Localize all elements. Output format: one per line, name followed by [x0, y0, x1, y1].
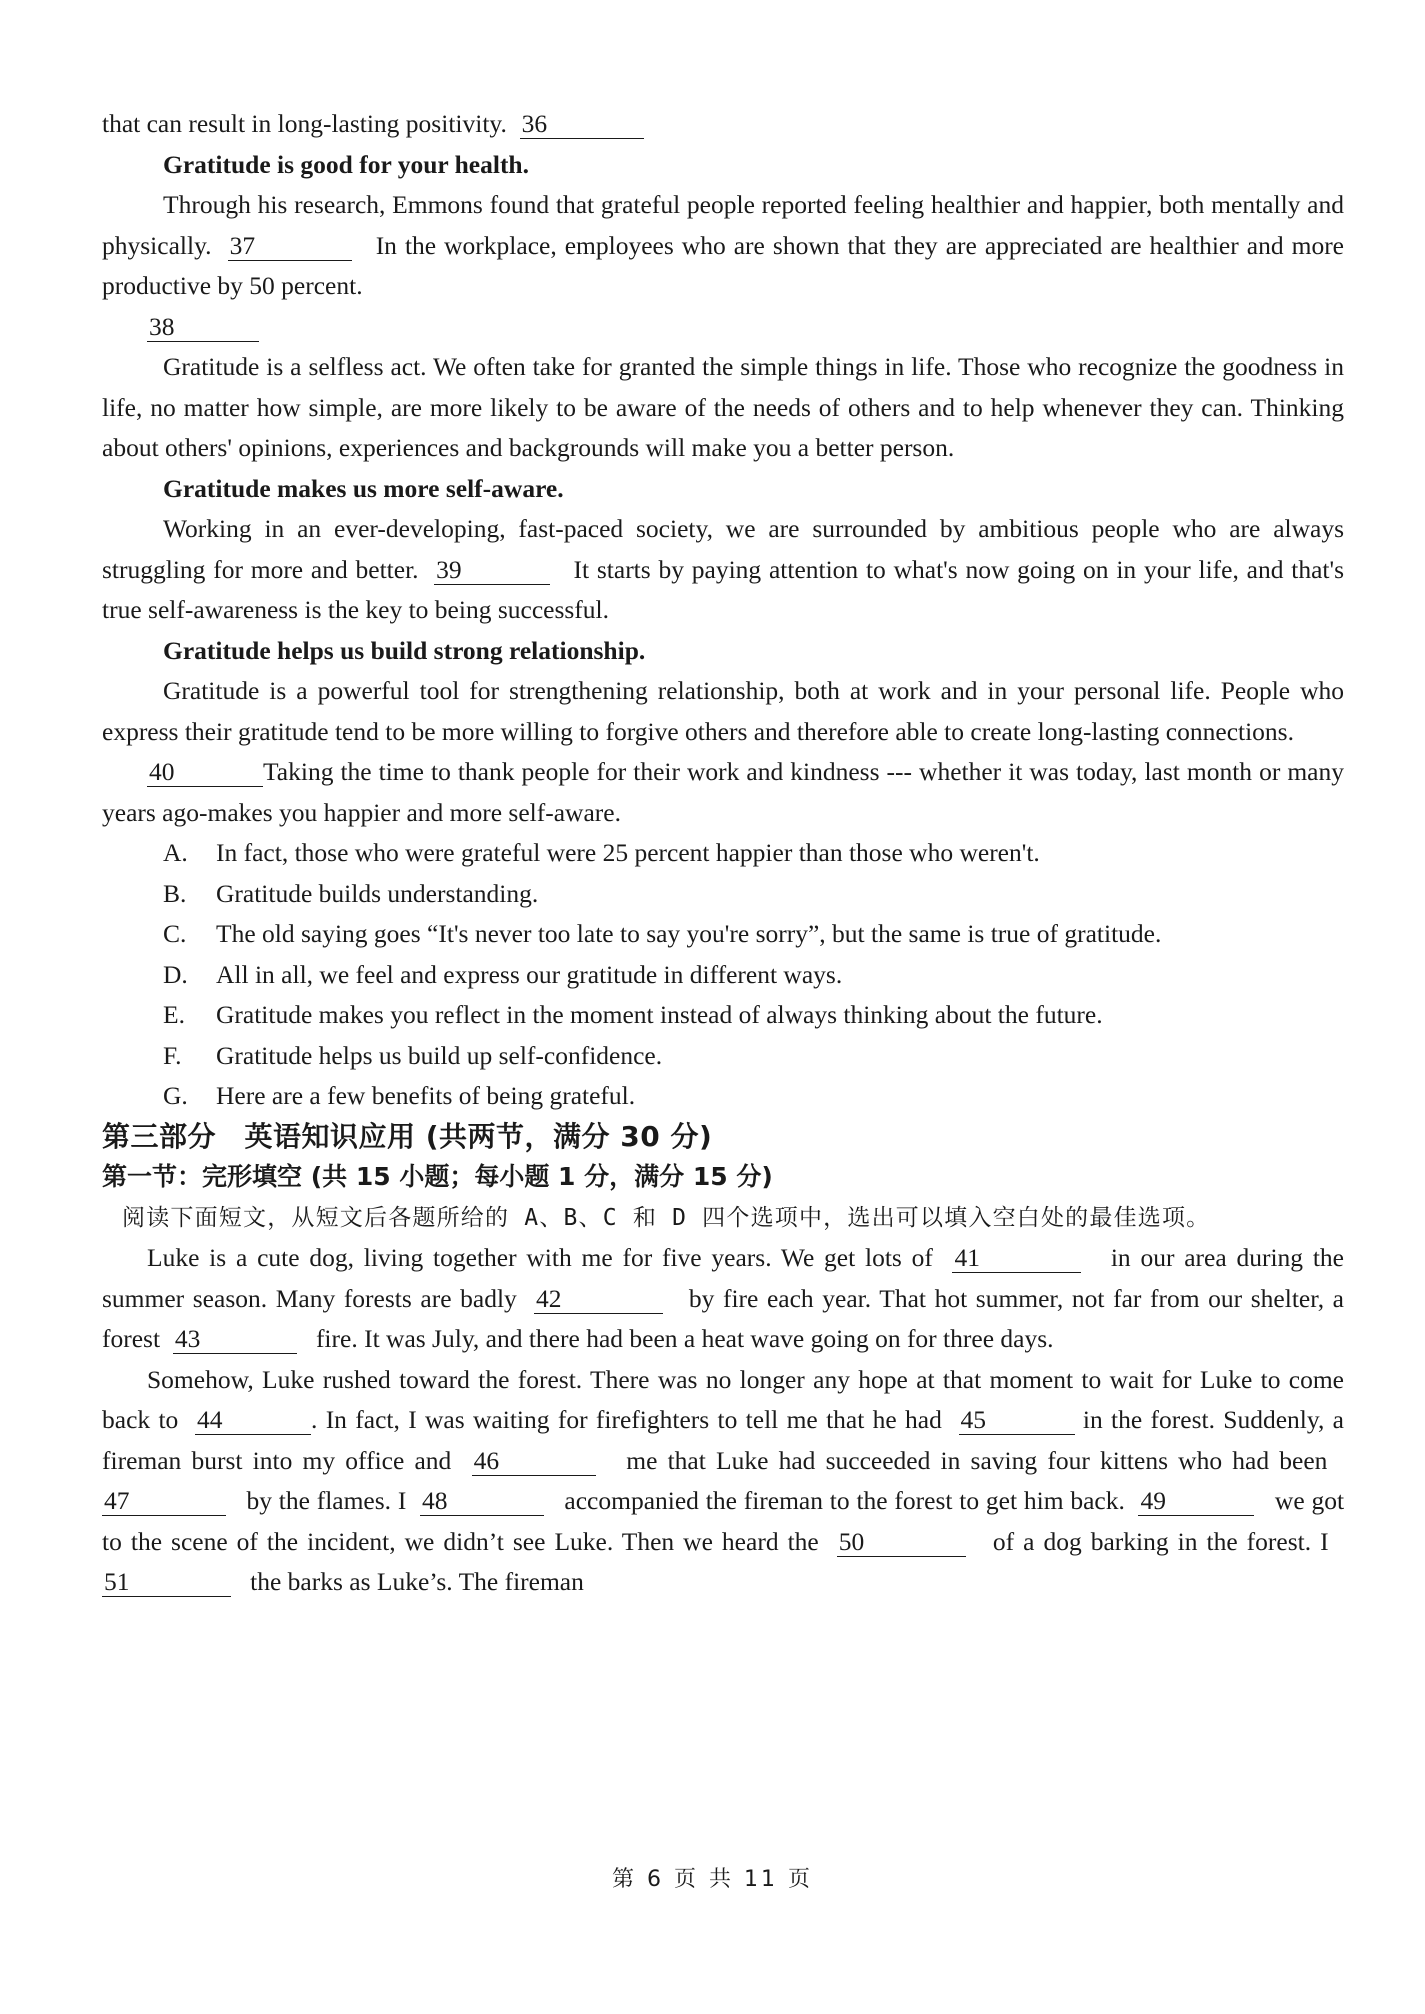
cloze-paragraph-1 — [102, 1238, 1344, 1360]
cloze-paragraph-2 — [102, 1360, 1344, 1603]
cloze-text: Luke is a cute dog, living together with me for five years. We get lots of — [147, 1243, 933, 1272]
section-instruction: 阅读下面短文，从短文后各题所给的 A、B、C 和 D 四个选项中，选出可以填入空白处的最佳选项。 — [122, 1204, 1211, 1231]
paragraph-blank-38 — [102, 307, 1344, 348]
option-f — [102, 1036, 1344, 1077]
option-g — [102, 1076, 1344, 1117]
answer-blank-45: 45 — [959, 1406, 1075, 1435]
heading-relationship: Gratitude helps us build strong relationship. — [163, 635, 646, 665]
option-e — [102, 995, 1344, 1036]
page-footer: 第 6 页 共 11 页 — [612, 1867, 813, 1892]
cloze-text: by the flames. I — [246, 1486, 407, 1515]
option-text: Gratitude makes you reflect in the moment instead of always thinking about the future. — [216, 1000, 1103, 1029]
text-health-2: In the workplace, employees who are shown that they are appreciated are healthier and more productive by 50 percent. — [102, 230, 1345, 300]
heading-health: Gratitude is good for your health. — [163, 149, 529, 179]
paragraph-health — [102, 185, 1344, 307]
answer-blank-48: 48 — [420, 1487, 544, 1516]
answer-blank-44: 44 — [195, 1406, 311, 1435]
paragraph-closing — [102, 752, 1344, 833]
paragraph-intro-tail — [102, 104, 1344, 145]
option-text: All in all, we feel and express our gratitude in different ways. — [216, 959, 843, 989]
option-letter: D. — [163, 959, 188, 989]
answer-blank-51: 51 — [102, 1568, 231, 1597]
cloze-text: in the forest. Suddenly, a fireman burst into my office and — [102, 1405, 1345, 1475]
answer-blank-39: 39 — [434, 556, 550, 585]
cloze-text: me that Luke had succeeded in saving four kittens who had been — [626, 1445, 1328, 1475]
option-c — [102, 914, 1344, 955]
cloze-text: in our area during the summer season. Many forests are badly — [102, 1243, 1344, 1313]
section-title: 第三部分 英语知识应用 (共两节，满分 30 分) — [102, 1119, 713, 1153]
option-letter: A. — [163, 838, 188, 867]
option-text: The old saying goes “It's never too late to say you're sorry”, but the same is true of gratitude. — [216, 919, 1162, 948]
heading-selfaware: Gratitude makes us more self-aware. — [163, 473, 564, 503]
option-d — [102, 955, 1344, 996]
answer-blank-41: 41 — [952, 1244, 1081, 1273]
cloze-text: accompanied the fireman to the forest to get him back. — [564, 1486, 1125, 1515]
paragraph-selfless: Gratitude is a selfless act. We often take for granted the simple things in life. Those who recognize the goodness in life, no matter how simple, are more likely to be aware of the needs of others and to help whenever they can. Thinking about others' opinions, experiences and backgrounds will make you a better person. — [102, 352, 1344, 462]
text-selfaware-2: It starts by paying attention to what's now going on in your life, and that's true self-awareness is the key to being successful. — [102, 554, 1344, 624]
answer-blank-49: 49 — [1138, 1487, 1254, 1516]
option-text: Gratitude builds understanding. — [216, 878, 539, 908]
cloze-text: by fire each year. That hot summer, not far from our shelter, a forest — [102, 1283, 1344, 1353]
option-text: Here are a few benefits of being grateful. — [216, 1081, 636, 1110]
option-letter: E. — [163, 1000, 185, 1029]
page-content — [102, 104, 1344, 1603]
cloze-text: we got to the scene of the incident, we didn’t see Luke. Then we heard the — [102, 1486, 1345, 1556]
paragraph-relationship: Gratitude is a powerful tool for strengthening relationship, both at work and in your personal life. People who express their gratitude tend to be more willing to forgive others and therefore able to create long-lasting connections. — [102, 676, 1344, 746]
option-letter: C. — [163, 919, 187, 948]
option-a — [102, 833, 1344, 874]
option-letter: F. — [163, 1040, 182, 1070]
text-health-1: Through his research, Emmons found that grateful people reported feeling healthier and happier, both mentally and physically. — [102, 190, 1344, 260]
answer-blank-47: 47 — [102, 1487, 226, 1516]
answer-blank-50: 50 — [837, 1528, 966, 1557]
answer-blank-40: 40 — [147, 758, 263, 787]
paragraph-selfaware — [102, 509, 1344, 631]
answer-blank-37: 37 — [228, 232, 352, 261]
cloze-text: Somehow, Luke rushed toward the forest. There was no longer any hope at that moment to wait for Luke to come back to — [102, 1364, 1344, 1434]
text-selfaware-1: Working in an ever-developing, fast-paced society, we are surrounded by ambitious people who are always struggling for more and better. — [102, 514, 1344, 584]
cloze-text: . In fact, I was waiting for firefighters to tell me that he had — [310, 1405, 942, 1434]
answer-blank-46: 46 — [472, 1447, 596, 1476]
answer-blank-36: 36 — [520, 110, 644, 139]
option-b — [102, 874, 1344, 915]
option-text: In fact, those who were grateful were 25 percent happier than those who weren't. — [216, 838, 1040, 867]
answer-blank-38: 38 — [147, 313, 259, 342]
text-closing: Taking the time to thank people for their work and kindness --- whether it was today, last month or many years ago-makes you happier and more self-aware. — [102, 757, 1344, 827]
text-intro-tail: that can result in long-lasting positivity. — [102, 109, 507, 138]
answer-blank-43: 43 — [173, 1325, 297, 1354]
cloze-text: the barks as Luke’s. The fireman — [250, 1567, 584, 1596]
option-text: Gratitude helps us build up self-confidence. — [216, 1040, 663, 1070]
section-subtitle: 第一节：完形填空 (共 15 小题；每小题 1 分，满分 15 分) — [102, 1162, 773, 1191]
cloze-text: fire. It was July, and there had been a heat wave going on for three days. — [315, 1324, 1054, 1353]
answer-blank-42: 42 — [534, 1285, 663, 1314]
option-letter: B. — [163, 878, 187, 908]
options-list — [102, 833, 1344, 1117]
option-letter: G. — [163, 1081, 188, 1110]
cloze-text: of a dog barking in the forest. I — [992, 1526, 1329, 1556]
